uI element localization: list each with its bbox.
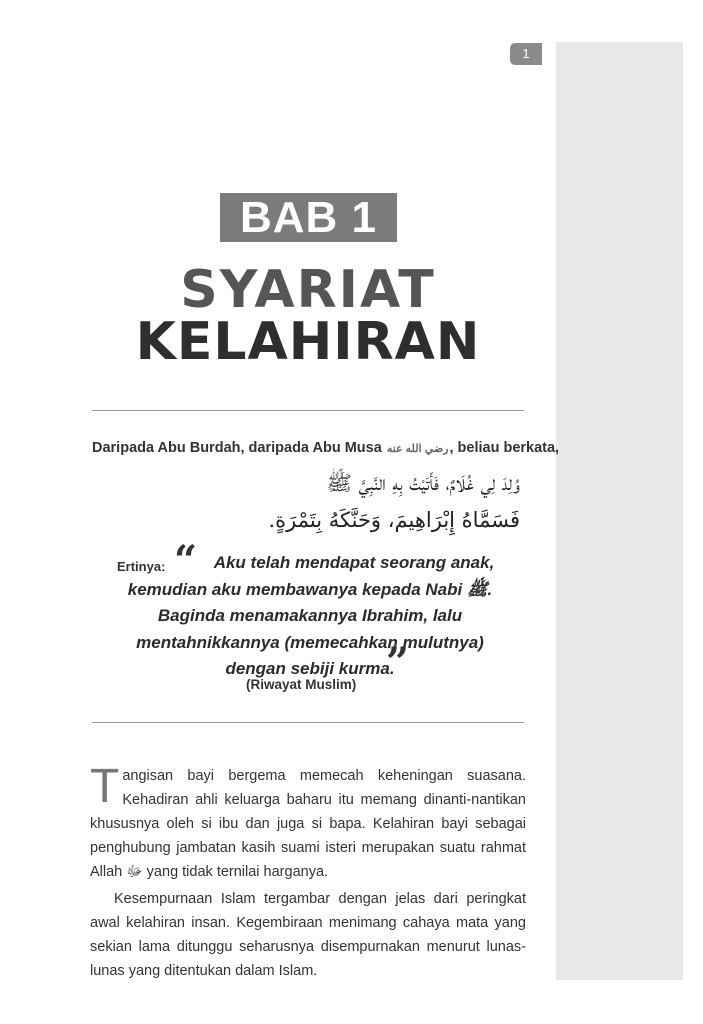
arabic-text-line1: وُلِدَ لِي غُلَامٌ، فَأَتَيْتُ بِهِ النَّبِيَّ ﷺ [326, 471, 520, 495]
chapter-title-line2: KELAHIRAN [135, 312, 481, 372]
arabic-text-line2: فَسَمَّاهُ إِبْرَاهِيمَ، وَحَنَّكَهُ بِتَمْرَةٍ. [268, 508, 520, 532]
divider-top [92, 410, 524, 411]
meaning-line: Aku telah mendapat seorang anak, [213, 553, 495, 572]
honorific-symbol: رضي الله عنه [386, 442, 449, 455]
chapter-badge: BAB 1 [220, 193, 397, 242]
divider-bottom [92, 722, 524, 723]
close-quote-icon: ” [386, 639, 410, 686]
paragraph-text: angisan bayi bergema memecah keheningan suasana. Kehadiran ahli keluarga baharu itu memang dinanti-nantikan khususnya oleh si ibu dan juga si bapa. Kelahiran bayi sebagai penghubung jambatan kasih suami isteri merupakan suatu rahmat Allah ﷻ yang tidak ternilai harganya. [90, 768, 526, 880]
meaning-line: Baginda menamakannya Ibrahim, lalu [157, 606, 463, 625]
page-number: 1 [510, 43, 542, 65]
meaning-line: dengan sebiji kurma. [225, 659, 395, 678]
meaning-line: kemudian aku membawanya kepada Nabi ﷺ. [127, 579, 493, 599]
chapter-title-line1: SYARIAT [180, 260, 436, 320]
meaning-line: mentahnikkannya (memecahkan mulutnya) [136, 632, 484, 652]
side-margin-band [556, 42, 683, 980]
body-paragraph-1 [90, 760, 526, 884]
hadith-narration [92, 440, 560, 456]
body-paragraph-2: Kesempurnaan Islam tergambar dengan jelas dari peringkat awal kelahiran insan. Kegembiraan menimang cahaya mata yang sekian lama ditunggu seharusnya disempurnakan menurut lunas-lunas yang ditentukan dalam Islam. [90, 891, 526, 979]
drop-cap: T [90, 760, 120, 813]
narration-text: Daripada Abu Burdah, daripada Abu Musa [92, 440, 382, 456]
hadith-source: (Riwayat Muslim) [246, 677, 357, 692]
meaning-label: Ertinya: [117, 559, 166, 574]
open-quote-icon: “ [174, 537, 198, 584]
narration-text-end: , beliau berkata, [449, 440, 560, 456]
